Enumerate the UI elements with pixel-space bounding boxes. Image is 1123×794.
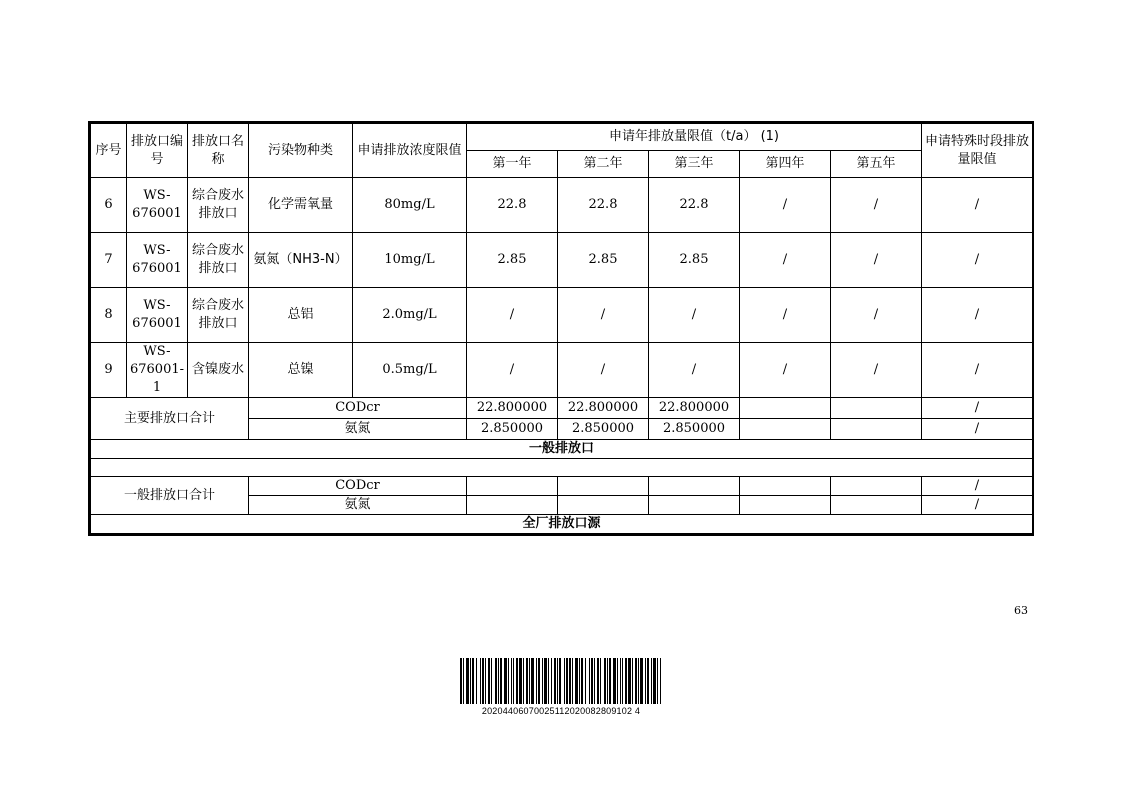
row-seq: 6	[91, 178, 127, 233]
row-seq: 9	[91, 343, 127, 398]
main-total-special: /	[922, 398, 1033, 419]
row-seq: 7	[91, 233, 127, 288]
row-year-1: /	[467, 288, 558, 343]
row-year-4: /	[740, 178, 831, 233]
general-total-label: 一般排放口合计	[91, 477, 249, 515]
header-special-limit: 申请特殊时段排放量限值	[922, 124, 1033, 178]
row-year-4: /	[740, 288, 831, 343]
general-total-year-2	[558, 477, 649, 496]
row-special: /	[922, 178, 1033, 233]
row-pollutant: 化学需氧量	[249, 178, 353, 233]
main-total-item-name: 氨氮	[249, 419, 467, 440]
general-total-year-3	[649, 496, 740, 515]
header-conc-limit: 申请排放浓度限值	[353, 124, 467, 178]
header-year-2: 第二年	[558, 151, 649, 178]
row-special: /	[922, 288, 1033, 343]
header-pollutant: 污染物种类	[249, 124, 353, 178]
row-outlet-name: 综合废水排放口	[188, 233, 249, 288]
main-total-year-5	[831, 398, 922, 419]
barcode-bars	[458, 658, 664, 704]
row-year-2: /	[558, 288, 649, 343]
main-total-year-2: 22.800000	[558, 398, 649, 419]
main-total-special: /	[922, 419, 1033, 440]
main-total-item-name: CODcr	[249, 398, 467, 419]
row-conc: 10mg/L	[353, 233, 467, 288]
row-year-1: 22.8	[467, 178, 558, 233]
row-year-2: /	[558, 343, 649, 398]
table-row	[91, 178, 1033, 233]
main-total-label: 主要排放口合计	[91, 398, 249, 440]
row-special: /	[922, 343, 1033, 398]
main-total-year-5	[831, 419, 922, 440]
row-outlet-name: 综合废水排放口	[188, 178, 249, 233]
barcode-number: 20204406070025112020082809102 4	[481, 706, 641, 716]
general-total-year-5	[831, 477, 922, 496]
row-year-3: 22.8	[649, 178, 740, 233]
row-special: /	[922, 233, 1033, 288]
header-year-5: 第五年	[831, 151, 922, 178]
row-year-2: 22.8	[558, 178, 649, 233]
general-total-year-4	[740, 496, 831, 515]
table-row	[91, 288, 1033, 343]
page-number: 63	[1014, 604, 1028, 617]
row-year-5: /	[831, 343, 922, 398]
general-total-year-3	[649, 477, 740, 496]
general-total-row	[91, 477, 1033, 496]
main-total-year-3: 2.850000	[649, 419, 740, 440]
header-year-3: 第三年	[649, 151, 740, 178]
general-total-special: /	[922, 496, 1033, 515]
general-total-item-name: CODcr	[249, 477, 467, 496]
main-total-year-1: 2.850000	[467, 419, 558, 440]
general-total-year-2	[558, 496, 649, 515]
main-total-year-4	[740, 398, 831, 419]
main-total-year-3: 22.800000	[649, 398, 740, 419]
general-total-year-5	[831, 496, 922, 515]
header-year-1: 第一年	[467, 151, 558, 178]
row-year-4: /	[740, 233, 831, 288]
header-outlet-name: 排放口名称	[188, 124, 249, 178]
table-row	[91, 233, 1033, 288]
general-total-year-4	[740, 477, 831, 496]
row-outlet-name: 含镍废水	[188, 343, 249, 398]
table-row	[91, 343, 1033, 398]
general-total-item-name: 氨氮	[249, 496, 467, 515]
row-conc: 80mg/L	[353, 178, 467, 233]
row-pollutant: 氨氮（NH3-N）	[249, 233, 353, 288]
row-year-5: /	[831, 233, 922, 288]
general-total-year-1	[467, 477, 558, 496]
row-outlet-no: WS-676001	[127, 288, 188, 343]
row-year-3: /	[649, 343, 740, 398]
main-total-year-2: 2.850000	[558, 419, 649, 440]
main-total-year-1: 22.800000	[467, 398, 558, 419]
row-pollutant: 总铝	[249, 288, 353, 343]
row-year-5: /	[831, 178, 922, 233]
general-section-heading: 一般排放口	[91, 440, 1033, 459]
general-total-special: /	[922, 477, 1033, 496]
permit-table-container	[88, 121, 1034, 536]
barcode	[458, 658, 664, 716]
header-annual-limit: 申请年排放量限值（t/a） (1)	[467, 124, 922, 151]
main-total-row	[91, 398, 1033, 419]
row-outlet-no: WS-676001-1	[127, 343, 188, 398]
row-outlet-no: WS-676001	[127, 178, 188, 233]
row-year-2: 2.85	[558, 233, 649, 288]
row-outlet-name: 综合废水排放口	[188, 288, 249, 343]
plant-total-heading: 全厂排放口源	[91, 515, 1033, 534]
header-seq: 序号	[91, 124, 127, 178]
header-year-4: 第四年	[740, 151, 831, 178]
row-outlet-no: WS-676001	[127, 233, 188, 288]
blank-row	[91, 459, 1033, 477]
row-year-4: /	[740, 343, 831, 398]
row-conc: 2.0mg/L	[353, 288, 467, 343]
row-year-1: 2.85	[467, 233, 558, 288]
header-outlet-no: 排放口编号	[127, 124, 188, 178]
row-conc: 0.5mg/L	[353, 343, 467, 398]
permit-table	[90, 123, 1033, 534]
general-total-year-1	[467, 496, 558, 515]
row-pollutant: 总镍	[249, 343, 353, 398]
row-year-3: 2.85	[649, 233, 740, 288]
row-seq: 8	[91, 288, 127, 343]
row-year-1: /	[467, 343, 558, 398]
row-year-5: /	[831, 288, 922, 343]
row-year-3: /	[649, 288, 740, 343]
main-total-year-4	[740, 419, 831, 440]
